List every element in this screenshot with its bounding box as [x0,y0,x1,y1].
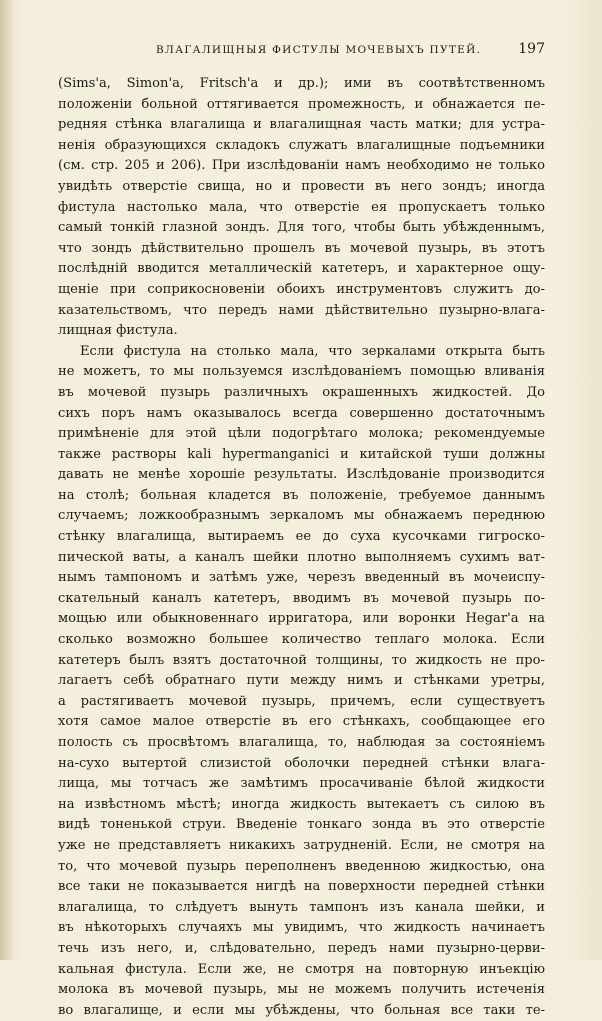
text-line: на столѣ; больная кладется въ положенiе, требуемое даннымъ [58,487,545,503]
text-line: мощью или обыкновеннаго ирригатора, или воронки Hegar'а на [58,611,545,627]
text-line: что зондъ дѣйствительно прошелъ въ мочевой пузырь, въ этотъ [58,240,545,256]
text-line: во влагалище, и если мы убѣждены, что больная все таки те- [58,1002,545,1018]
text-line: молока въ мочевой пузырь, мы не можемъ получить истеченiя [58,982,545,998]
text-line: щенiе при соприкосновенiи обоихъ инструментовъ служитъ до- [58,281,545,297]
text-line: не можетъ, то мы пользуемся изслѣдованiемъ помощью вливанiя [58,364,545,380]
page-header [58,41,545,62]
text-line: хотя самое малое отверстiе въ его стѣнкахъ, сообщающее его [58,714,545,730]
text-line: ненiя образующихся складокъ служатъ влагалищные подъемники [58,137,545,153]
text-line: лагаетъ себѣ обратнаго пути между нимъ и стѣнками уретры, [58,673,545,689]
text-line: все таки не показывается нигдѣ на поверхности передней стѣнки [58,879,545,895]
page-number: 197 [518,41,545,57]
text-line: катетеръ былъ взятъ достаточной толщины, то жидкость не про- [58,652,545,668]
text-line: сколько возможно большее количество теплаго молока. Если [58,632,545,648]
text-line: течь изъ него, и, слѣдовательно, передъ нами пузырно-церви- [58,940,545,956]
text-line: влагалища, то слѣдуетъ вынуть тампонъ изъ канала шейки, и [58,899,545,915]
text-line: въ нѣкоторыхъ случаяхъ мы увидимъ, что жидкость начинаетъ [58,920,545,936]
text-line-paragraph-start: Если фистула на столько мала, что зеркалами открыта быть [80,343,545,359]
text-line: редняя стѣнка влагалища и влагалищная часть матки; для устра- [58,117,545,133]
text-line: положенiи больной оттягивается промежность, и обнажается пе- [58,96,545,112]
body-text [58,74,545,1021]
text-line: фистула настолько мала, что отверстiе ея пропускаетъ только [58,199,545,215]
text-line: а растягиваетъ мочевой пузырь, причемъ, если существуетъ [58,693,545,709]
text-line: самый тонкiй глазной зондъ. Для того, чтобы быть убѣжденнымъ, [58,220,545,236]
text-line: на извѣстномъ мѣстѣ; иногда жидкость вытекаетъ съ силою въ [58,796,545,812]
text-line: казательствомъ, что передъ нами дѣйствительно пузырно-влага- [58,302,545,318]
text-line: послѣднiй вводится металлическiй катетеръ, и характерное ощу- [58,261,545,277]
text-line-paragraph-end: лищная фистула. [58,323,178,339]
text-line: скательный каналъ катетеръ, вводимъ въ мочевой пузырь по- [58,590,545,606]
text-line: на-сухо вытертой слизистой оболочки передней стѣнки влага- [58,755,545,771]
text-line: стѣнку влагалища, вытираемъ ее до суха кусочками гигроско- [58,529,545,545]
text-line: случаемъ; ложкообразнымъ зеркаломъ мы обнажаемъ переднюю [58,508,545,524]
text-line: видѣ тоненькой струи. Введенiе тонкаго зонда въ это отверстiе [58,817,545,833]
page-gutter-shadow [0,0,14,960]
text-line: (см. стр. 205 и 206). При изслѣдованiи намъ необходимо не только [58,158,545,174]
text-line: то, что мочевой пузырь переполненъ введенною жидкостью, она [58,858,545,874]
text-line: лища, мы тотчасъ же замѣтимъ просачиванiе бѣлой жидкости [58,776,545,792]
text-line: увидѣть отверстiе свища, но и провести въ него зондъ; иногда [58,178,545,194]
text-line: пической ваты, а каналъ шейки плотно выполняемъ сухимъ ват- [58,549,545,565]
text-line: также растворы kali hypermanganici и китайской туши должны [58,446,545,462]
text-line: нымъ тампономъ и затѣмъ уже, черезъ введенный въ мочеиспу- [58,570,545,586]
text-line: давать не менѣе хорошiе результаты. Изслѣдованiе производится [58,467,545,483]
text-line: полость съ просвѣтомъ влагалища, то, наблюдая за состоянiемъ [58,735,545,750]
text-line: примѣненiе для этой цѣли подогрѣтаго молока; рекомендуемые [58,426,545,442]
text-line: (Sims'а, Simon'а, Fritsch'а и др.); ими въ соотвѣтственномъ [58,76,545,91]
text-line: уже не представляетъ никакихъ затрудненiй. Если, не смотря на [58,837,545,853]
running-title: ВЛАГАЛИЩНЫЯ ФИСТУЛЫ МОЧЕВЫХЪ ПУТЕЙ. [156,44,482,56]
text-line: въ мочевой пузырь различныхъ окрашенныхъ жидкостей. До [58,384,545,400]
text-line: кальная фистула. Если же, не смотря на повторную инъекцiю [58,961,545,977]
text-line: сихъ поръ намъ оказывалось всегда совершенно достаточнымъ [58,405,545,421]
